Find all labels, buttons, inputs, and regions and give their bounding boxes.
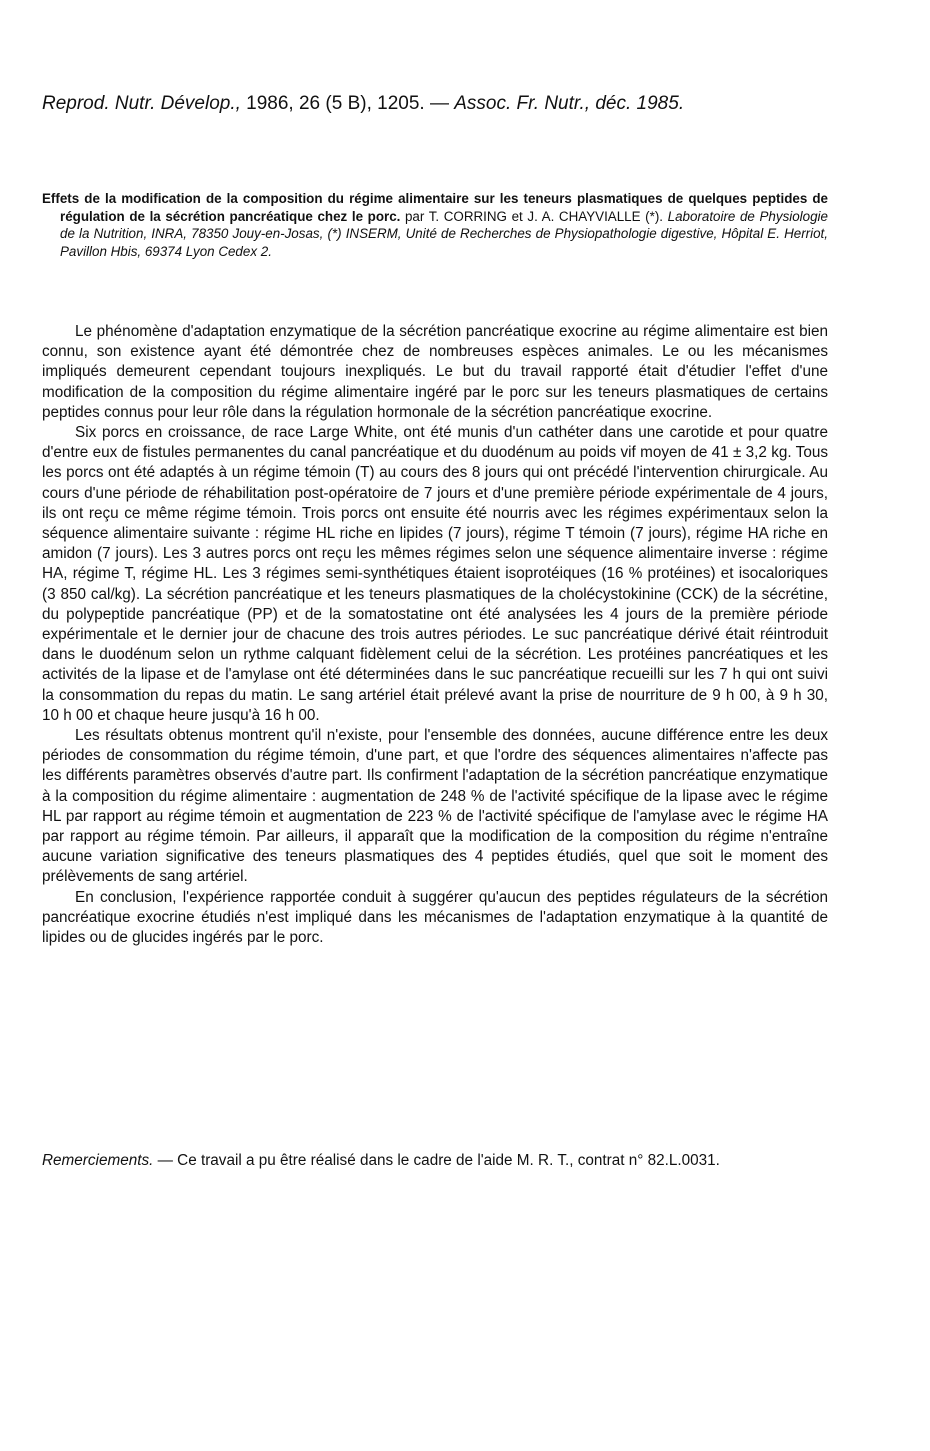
- body-paragraph-1: Le phénomène d'adaptation enzymatique de la sécrétion pancréatique exocrine au régime alimentaire est bien connu, son existence ayant été démontrée chez de nombreuses espèces animales. Le ou les mécanismes impliqués demeurent cependant toujours inexpliqués. Le but du travail rapporté était d'étudier l'effet d'une modification de la composition du régime alimentaire ingéré par le porc sur les teneurs plasmatiques de certains peptides connus pour leur rôle dans la régulation hormonale de la sécrétion pancréatique exocrine.: [42, 323, 828, 421]
- citation-line: [42, 92, 882, 116]
- body-paragraph-4: En conclusion, l'expérience rapportée conduit à suggérer qu'aucun des peptides régulateurs de la sécrétion pancréatique exocrine étudiés n'est impliqué dans les mécanismes de l'adaptation enzymatique à la quantité de lipides ou de glucides ingérés par le porc.: [42, 888, 828, 947]
- meeting-name: Assoc. Fr. Nutr., déc. 1985.: [454, 93, 685, 114]
- article-heading: [42, 190, 828, 260]
- acknowledgement-paragraph: [42, 1151, 828, 1171]
- acknowledgement: [42, 1151, 828, 1171]
- article-title: Effets de la modification de la composition du régime alimentaire sur les teneurs plasmatiques de quelques peptides de régulation de la sécrétion pancréatique chez le porc.: [42, 191, 828, 224]
- acknowledgement-text: — Ce travail a pu être réalisé dans le cadre de l'aide M. R. T., contrat n° 82.L.0031.: [153, 1152, 720, 1169]
- article-authors: par T. CORRING et J. A. CHAYVIALLE (*).: [400, 208, 668, 224]
- citation-details: 1986, 26 (5 B), 1205. —: [240, 93, 455, 114]
- article-affiliations: Laboratoire de Physiologie de la Nutrition, INRA, 78350 Jouy-en-Josas, (*) INSERM, Unité de Recherches de Physiopathologie digestive, Hôpital E. Herriot, Pavillon Hbis, 69374 Lyon Cedex 2.: [60, 208, 828, 259]
- journal-name: Reprod. Nutr. Dévelop.,: [42, 93, 241, 114]
- body-paragraph-3: Les résultats obtenus montrent qu'il n'existe, pour l'ensemble des données, aucune différence entre les deux périodes de consommation du régime témoin, d'une part, et que l'ordre des séquences alimentaires n'affecte pas les différents paramètres observés d'autre part. Ils confirment l'adaptation de la sécrétion pancréatique enzymatique à la composition du régime alimentaire : augmentation de 248 % de l'activité spécifique de la lipase avec le régime HL par rapport au régime témoin et augmentation de 223 % de l'activité spécifique de l'amylase avec le régime HA par rapport au régime témoin. Par ailleurs, il apparaît que la modification de la composition du régime n'entraîne aucune variation significative des teneurs plasmatiques des 4 peptides étudiés, quel que soit le moment des prélèvements de sang artériel.: [42, 727, 828, 886]
- article-body: [42, 322, 828, 948]
- acknowledgement-label: Remerciements.: [42, 1152, 154, 1169]
- article-header: [42, 190, 828, 260]
- body-paragraph-2: Six porcs en croissance, de race Large White, ont été munis d'un cathéter dans une carotide et pour quatre d'entre eux de fistules permanentes du canal pancréatique et du duodénum au poids vif moyen de 41 ± 3,2 kg. Tous les porcs ont été adaptés à un régime témoin (T) au cours des 8 jours qui ont précédé l'intervention chirurgicale. Au cours d'une période de réhabilitation post-opératoire de 7 jours et d'une première période expérimentale de 4 jours, ils ont reçu ce même régime témoin. Trois porcs ont ensuite été nourris avec les régimes expérimentaux selon la séquence alimentaire suivante : régime HL riche en lipides (7 jours), régime T témoin (7 jours), régime HA riche en amidon (7 jours). Les 3 autres porcs ont reçu les mêmes régimes selon une séquence alimentaire inverse : régime HA, régime T, régime HL. Les 3 régimes semi-synthétiques étaient isoprotéiques (16 % protéines) et isocaloriques (3 850 cal/kg). La sécrétion pancréatique et les teneurs plasmatiques de la cholécystokinine (CCK) de la sécrétine, du polypeptide pancréatique (PP) et de la somatostatine ont été analysées les 4 jours de la première période expérimentale et le dernier jour de chacune des trois autres périodes. Le suc pancréatique dérivé était réintroduit dans le duodénum selon un rythme calquant fidèlement celui de la sécrétion. Les protéines pancréatiques et les activités de la lipase et de l'amylase ont été déterminées dans le suc pancréatique recueilli sur les 7 h qui ont suivi la consommation du repas du matin. Le sang artériel était prélevé avant la prise de nourriture de 9 h 00, à 9 h 30, 10 h 00 et chaque heure jusqu'à 16 h 00.: [42, 424, 828, 724]
